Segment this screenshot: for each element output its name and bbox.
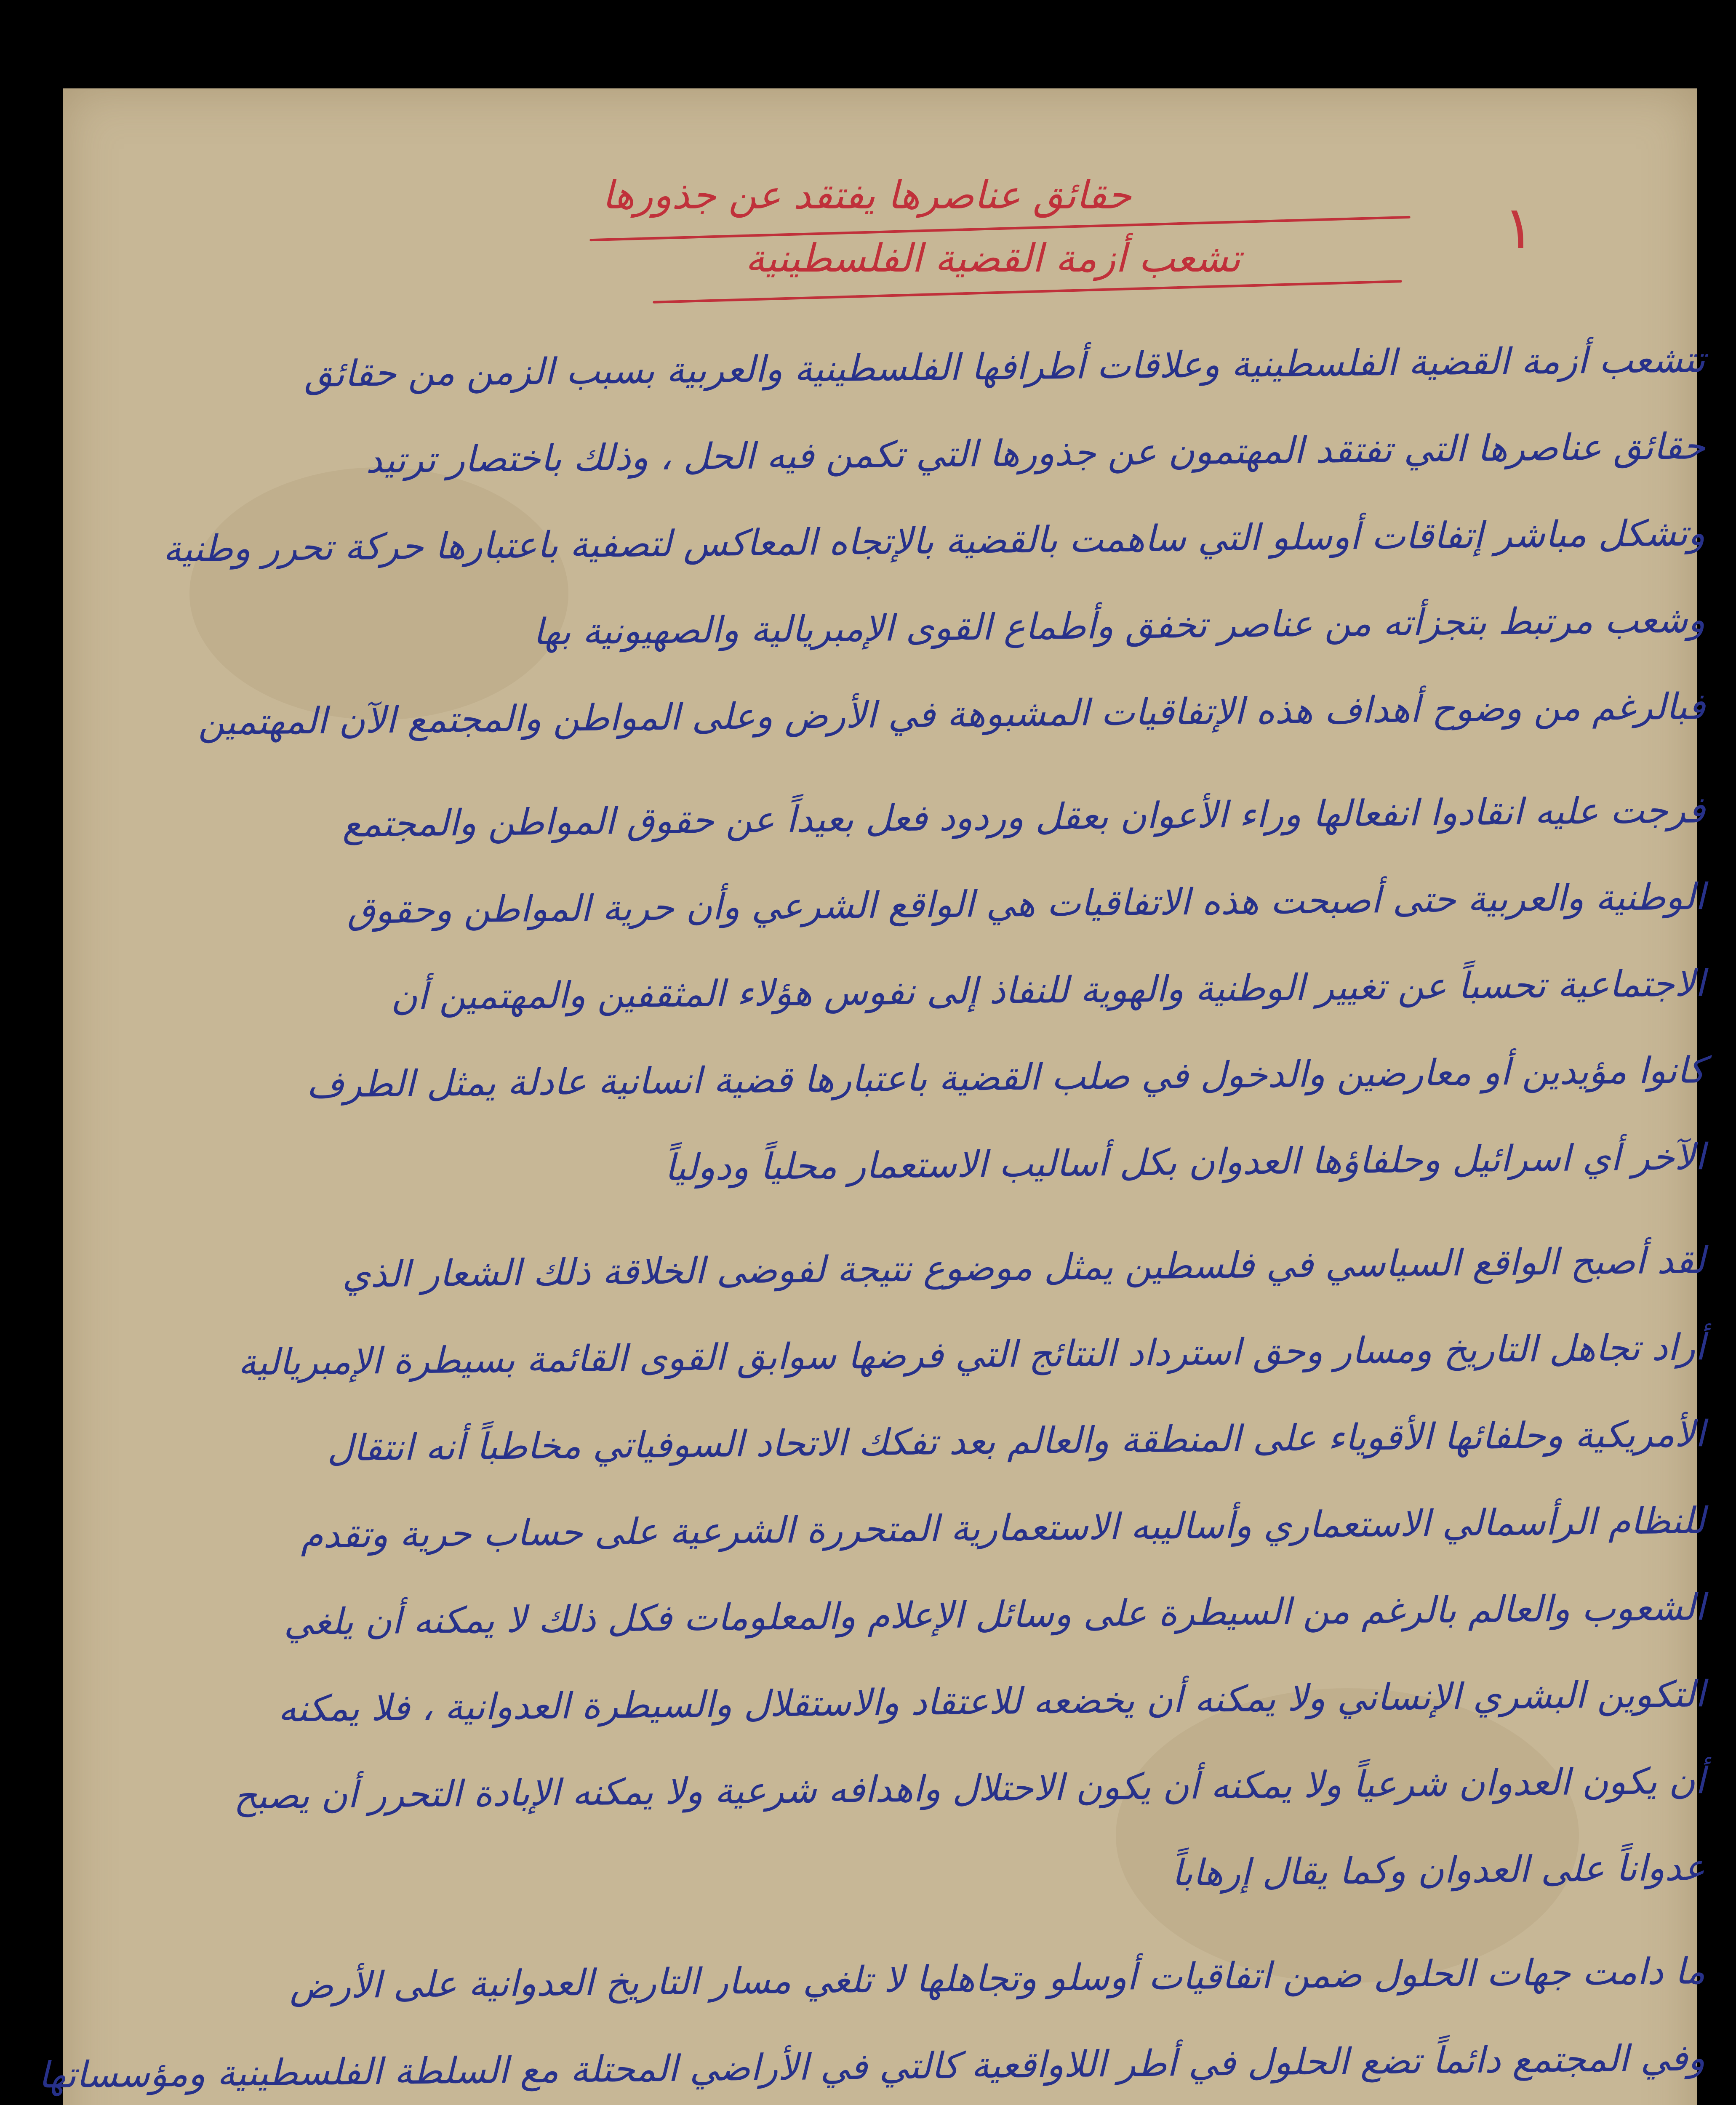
- text-line: حقائق عناصرها التي تفتقد المهتمون عن جذورها التي تكمن فيه الحل ، وذلك باختصار ترتيد: [365, 425, 1706, 482]
- text-line: فرجت عليه انقادوا انفعالها وراء الأعوان بعقل وردود فعل بعيداً عن حقوق المواطن والمجتمع: [342, 789, 1706, 846]
- text-line: فبالرغم من وضوح أهداف هذه الإتفاقيات المشبوهة في الأرض وعلى المواطن والمجتمع الآن المهتمين: [197, 685, 1706, 743]
- text-line: تتشعب أزمة القضية الفلسطينية وعلاقات أطرافها الفلسطينية والعربية بسبب الزمن من حقائق: [304, 338, 1706, 395]
- manuscript-page: [38, 88, 1706, 2105]
- text-line: عدواناً على العدوان وكما يقال إرهاباً: [1171, 1847, 1706, 1894]
- text-line: الشعوب والعالم بالرغم من السيطرة على وسائل الإعلام والمعلومات فكل ذلك لا يمكنه أن يلغي: [283, 1586, 1706, 1644]
- paragraph: [163, 324, 1706, 758]
- text-line: التكوين البشري الإنساني ولا يمكنه أن يخضعه للاعتقاد والاستقلال والسيطرة العدوانية ، فلا يمكنه: [277, 1673, 1706, 1730]
- text-line: لقد أصبح الواقع السياسي في فلسطين يمثل موضوع نتيجة لفوضى الخلاقة ذلك الشعار الذي: [341, 1239, 1706, 1296]
- text-line: وشعب مرتبط بتجزأته من عناصر تخفق وأطماع القوى الإمبريالية والصهيونية بها: [533, 599, 1706, 653]
- text-line: كانوا مؤيدين أو معارضين والدخول في صلب القضية باعتبارها قضية انسانية عادلة يمثل الطرف: [306, 1049, 1706, 1106]
- text-line: وفي المجتمع دائماً تضع الحلول في أطر اللاواقعية كالتي في الأراضي المحتلة مع السلطة الفلسطينية ومؤسساتها: [38, 2037, 1706, 2097]
- text-line: أراد تجاهل التاريخ ومسار وحق استرداد النتائج التي فرضها سوابق القوى القائمة بسيطرة الإمبريالية: [237, 1326, 1706, 1384]
- paragraph: [189, 775, 1705, 1208]
- text-line: للنظام الرأسمالي الاستعماري وأساليبه الاستعمارية المتحررة الشرعية على حساب حرية وتقدم: [300, 1500, 1706, 1557]
- handwritten-body: [38, 324, 1706, 2105]
- page-number-top: ١: [1503, 194, 1535, 262]
- text-line: أن يكون العدوان شرعياً ولا يمكنه أن يكون الاحتلال واهدافه شرعية ولا يمكنه الإبادة التحرر أن يصبح: [233, 1760, 1706, 1817]
- text-line: الوطنية والعربية حتى أصبحت هذه الاتفاقيات هي الواقع الشرعي وأن حرية المواطن وحقوق: [347, 876, 1706, 932]
- paragraph: [38, 1936, 1706, 2105]
- red-underline: [653, 280, 1402, 304]
- red-heading-line-2: تشعب أزمة القضية الفلسطينية: [745, 236, 1241, 281]
- text-line: وتشكل مباشر إتفاقات أوسلو التي ساهمت بالقضية بالإتجاه المعاكس لتصفية باعتبارها حركة تحرر وطنية: [163, 512, 1706, 570]
- text-line: ما دامت جهات الحلول ضمن اتفاقيات أوسلو وتجاهلها لا تلغي مسار التاريخ العدوانية على الأرض: [289, 1950, 1706, 2007]
- text-line: الأمريكية وحلفائها الأقوياء على المنطقة والعالم بعد تفكك الاتحاد السوفياتي مخاطباً أنه انتقال: [327, 1413, 1706, 1470]
- red-heading-line-1: حقائق عناصرها يفتقد عن جذورها: [602, 173, 1132, 218]
- paragraph: [189, 1225, 1705, 1919]
- text-line: الاجتماعية تحسباً عن تغيير الوطنية والهوية للنفاذ إلى نفوس هؤلاء المثقفين والمهتمين أن: [390, 962, 1706, 1018]
- text-line: الآخر أي اسرائيل وحلفاؤها العدوان بكل أساليب الاستعمار محلياً ودولياً: [664, 1136, 1706, 1189]
